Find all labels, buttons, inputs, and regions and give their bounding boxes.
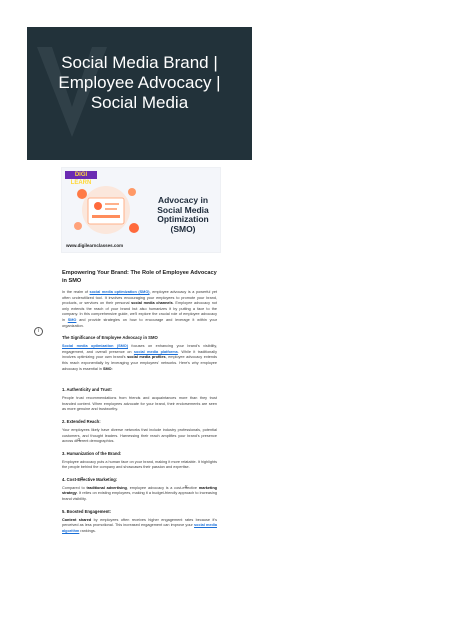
text-segment: , employee advocacy extends this reach exponentially by leveraging your employees' networks. Here's why employee advocacy is essential in xyxy=(62,355,218,371)
significance-paragraph xyxy=(62,344,217,372)
bold-text: SMO xyxy=(102,366,112,371)
article-banner-image xyxy=(61,167,221,253)
section-heading: 2. Extended Reach: xyxy=(62,418,101,424)
section-heading: 3. Humanization of the Brand: xyxy=(62,450,122,456)
smo-link[interactable]: Social media optimization (SMO) xyxy=(62,344,128,349)
bold-text: marketing strategy xyxy=(62,485,217,496)
bold-text: social media channels xyxy=(131,301,173,306)
hero-banner xyxy=(27,27,252,160)
text-segment: by employees often receives higher engagement rates because it's perceived as less promotional. This increased engagement can improve your xyxy=(62,517,217,528)
text-segment: , employee advocacy is a cost-eﬀective xyxy=(126,485,199,490)
section-heading: 4. Cost-Eﬀective Marketing: xyxy=(62,476,118,482)
text-segment: and provide strategies on how to encourage and leverage it within your organization. xyxy=(62,317,217,328)
smo-link[interactable]: social media optimization (SMO) xyxy=(89,290,150,294)
hero-title: Social Media Brand | Employee Advocacy | Social Media xyxy=(58,53,221,112)
text-segment: Compared to xyxy=(62,485,87,490)
banner-title: Advocacy in Social Media Optimization (SMO) xyxy=(157,195,209,234)
platforms-link[interactable]: social media platforms xyxy=(133,349,178,354)
section-heading: The Signiﬁcance of Employee Advocacy in SMO xyxy=(62,335,158,341)
section-paragraph: Employee advocacy puts a human face on your brand, making it more relatable. It highlights the people behind the company and showcases their passion and expertise. xyxy=(62,459,217,470)
intro-paragraph xyxy=(62,290,217,329)
bold-text: traditional advertising xyxy=(86,485,127,490)
section-paragraph xyxy=(62,486,217,503)
section-paragraph xyxy=(62,518,217,535)
brand-logo: DIGI LEARN xyxy=(65,171,97,179)
text-segment: rankings. xyxy=(79,528,96,533)
section-heading: 5. Boosted Engagement: xyxy=(62,508,112,514)
article-content xyxy=(62,270,217,537)
info-icon[interactable]: i xyxy=(34,327,43,336)
text-segment: . While it traditionally involves optimizing your own brand's xyxy=(62,349,217,360)
section-paragraph: People trust recommendations from friends and acquaintances more than they trust branded content. When employees advocate for your brand, their endorsements are seen as more genuine and trustworthy. xyxy=(62,396,217,412)
bold-text: social media proﬁles xyxy=(127,355,166,360)
smo-short-link[interactable]: SMO xyxy=(67,317,77,322)
text-segment: . Employee advocacy not only extends the reach of your brand but also humanizes it by putting a face to the company. In this comprehensive guide, we'll explore the crucial role of employee advocacy in xyxy=(62,301,217,322)
text-segment: , employee advocacy is a powerful yet often underutilized tool. It involves encouraging your employees to promote your brand, products, or services on their personal xyxy=(62,290,217,306)
algorithm-link[interactable]: social media algorithm xyxy=(62,523,218,533)
text-segment: : xyxy=(111,366,113,371)
section-heading: 1. Authenticity and Trust: xyxy=(62,387,113,393)
smo-illustration xyxy=(70,180,144,242)
bold-text: Content shared xyxy=(62,517,92,522)
banner-url: www.digilearnclasses.com xyxy=(66,243,124,248)
text-segment: In the realm of xyxy=(62,290,90,294)
text-segment: . It relies on existing employees, making it a budget-friendly approach to increasing brand visibility. xyxy=(62,491,217,502)
article-heading: Empowering Your Brand: The Role of Employee Advocacy in SMO xyxy=(62,270,217,284)
section-paragraph: Your employees likely have diverse networks that include industry professionals, potential customers, and thought leaders. Harnessing their reach ampliﬁes your brand's presence across diﬀerent demographics. xyxy=(62,427,217,444)
text-segment: focuses on enhancing your brand's visibility, engagement, and overall presence on xyxy=(62,344,218,354)
